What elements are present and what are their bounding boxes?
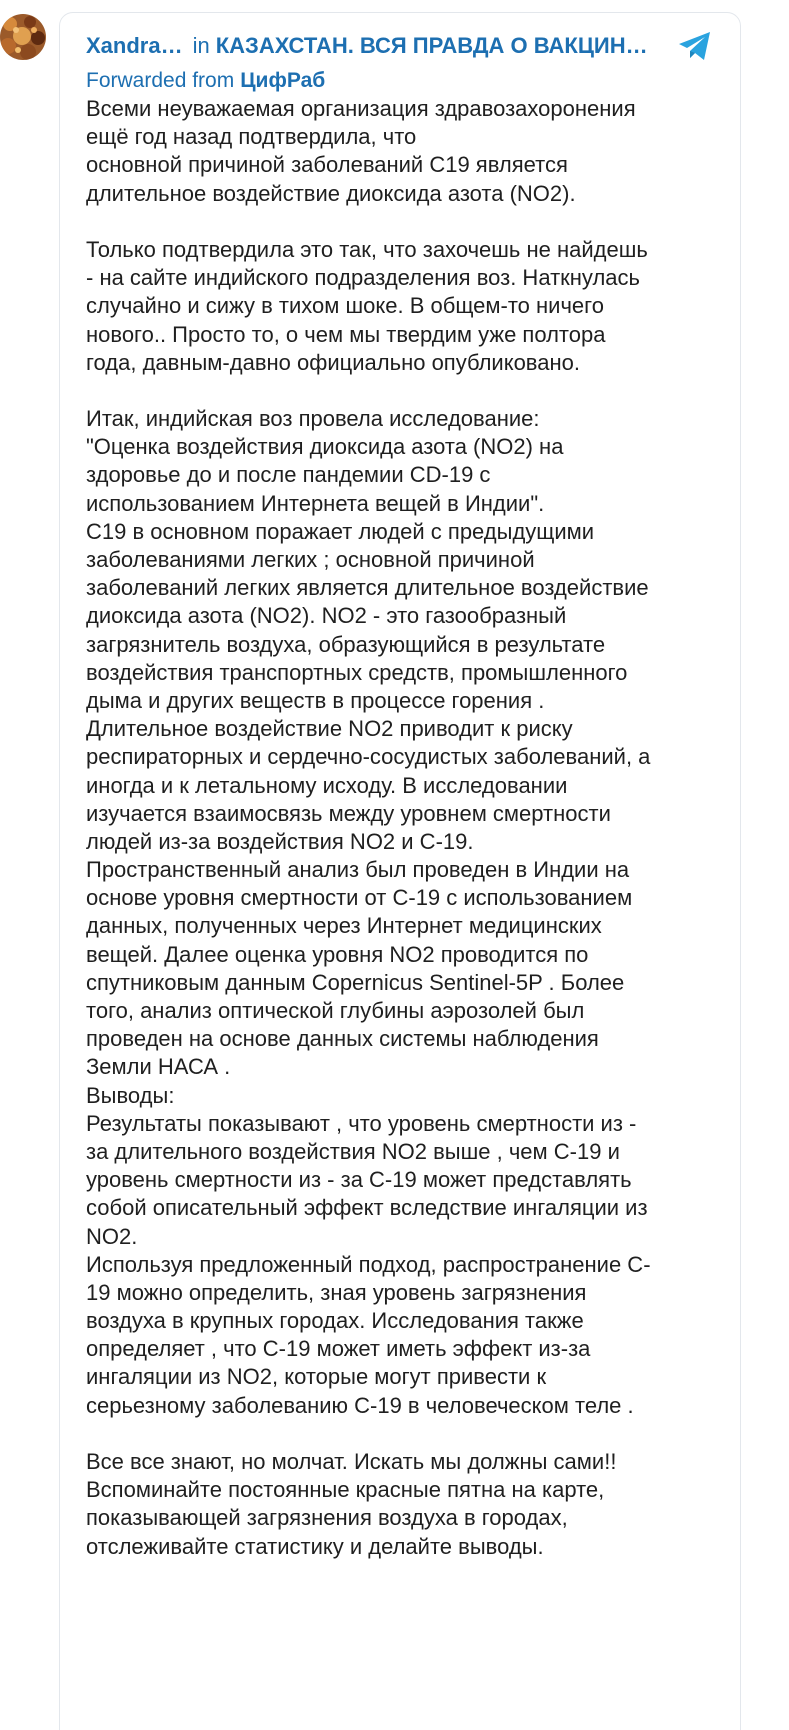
- message-line: "Оценка воздействия диоксида азота (NO2) на: [86, 434, 564, 460]
- message-line: изучается взаимосвязь между уровнем смертности: [86, 800, 611, 826]
- message-line: за длительного воздействия NO2 выше , чем С-19 и: [86, 1138, 620, 1164]
- post-header: [86, 33, 656, 59]
- paragraph-gap: [86, 208, 731, 236]
- message-line: Длительное воздействие NO2 приводит к риску: [86, 716, 573, 742]
- message-line: вещей. Далее оценка уровня NO2 проводится по: [86, 941, 589, 967]
- message-line: собой описательный эффект вследствие ингаляции из: [86, 1195, 648, 1221]
- message-line: нового.. Просто то, о чем мы твердим уже полтора: [86, 321, 606, 347]
- message-line: Пространственный анализ был проведен в Индии на: [86, 857, 630, 883]
- message-line: NO2.: [86, 1223, 138, 1249]
- message-line: того, анализ оптической глубины аэрозолей был: [86, 998, 585, 1023]
- paragraph-gap: [86, 1420, 731, 1448]
- message-line: Выводы:: [86, 1082, 175, 1108]
- message-line: Используя предложенный подход, распространение С-: [86, 1251, 651, 1277]
- message-line: воздуха в крупных городах. Исследования также: [86, 1308, 584, 1334]
- message-line: ещё год назад подтвердила, что: [86, 124, 417, 150]
- telegram-plane-icon[interactable]: [676, 27, 714, 65]
- message-line: людей из-за воздействия NO2 и C-19.: [86, 828, 474, 854]
- message-line: случайно и сижу в тихом шоке. В общем-то ничего: [86, 293, 604, 319]
- message-line: респираторных и сердечно-сосудистых заболеваний, а: [86, 744, 651, 770]
- message-card: [59, 12, 741, 1730]
- message-line: отслеживайте статистику и делайте выводы.: [86, 1533, 544, 1559]
- message-line: диоксида азота (NO2). NO2 - это газообразный: [86, 603, 567, 629]
- message-line: использованием Интернета вещей в Индии".: [86, 490, 545, 516]
- message-line: Все все знают, но молчат. Искать мы должны сами!!: [86, 1449, 617, 1474]
- in-label: in: [192, 33, 210, 58]
- message-line: заболеваний легких является длительное воздействие: [86, 575, 649, 601]
- forwarded-source[interactable]: ЦифРаб: [240, 69, 326, 92]
- message-line: основе уровня смертности от С-19 с использованием: [86, 885, 633, 911]
- message-line: Результаты показывают , что уровень смертности из -: [86, 1110, 637, 1136]
- message-line: здоровье до и после пандемии CD-19 с: [86, 462, 491, 488]
- author-avatar[interactable]: [0, 14, 46, 60]
- message-line: проведен на основе данных системы наблюдения: [86, 1026, 599, 1052]
- message-line: 19 можно определить, зная уровень загрязнения: [86, 1279, 587, 1305]
- forwarded-from: [86, 69, 325, 93]
- message-line: Всеми неуважаемая организация здравозахоронения: [86, 96, 636, 121]
- message-line: серьезному заболеванию С-19 в человеческом теле .: [86, 1392, 634, 1418]
- message-line: уровень смертности из - за С-19 может представлять: [86, 1167, 632, 1193]
- message-line: Вспоминайте постоянные красные пятна на карте,: [86, 1477, 605, 1503]
- message-line: Только подтвердила это так, что захочешь не найдешь: [86, 236, 648, 262]
- message-line: спутниковым данным Copernicus Sentinel-5P . Более: [86, 969, 625, 995]
- message-line: дыма и других веществ в процессе горения .: [86, 687, 545, 713]
- message-line: длительное воздействие диоксида азота (NO2).: [86, 180, 576, 206]
- paragraph-gap: [86, 377, 731, 405]
- message-line: С19 в основном поражает людей с предыдущими: [86, 518, 595, 544]
- message-text: [86, 95, 731, 1561]
- avatar-image: [0, 14, 46, 60]
- author-name[interactable]: Xandra…: [86, 33, 183, 58]
- message-line: показывающей загрязнения воздуха в городах,: [86, 1505, 568, 1531]
- channel-name[interactable]: КАЗАХСТАН. ВСЯ ПРАВДА О ВАКЦИН…: [215, 33, 648, 58]
- message-line: данных, полученных через Интернет медицинских: [86, 913, 602, 939]
- message-line: Земли НАСА .: [86, 1054, 231, 1080]
- message-line: загрязнитель воздуха, образующийся в результате: [86, 631, 606, 657]
- message-line: Итак, индийская воз провела исследование:: [86, 406, 540, 432]
- message-line: года, давным-давно официально опубликовано.: [86, 349, 580, 375]
- message-line: заболеваниями легких ; основной причиной: [86, 547, 535, 572]
- message-line: иногда и к летальному исходу. В исследовании: [86, 772, 568, 798]
- forwarded-label: Forwarded from: [86, 69, 235, 92]
- message-line: ингаляции из NO2, которые могут привести к: [86, 1364, 547, 1390]
- message-line: воздействия транспортных средств, промышленного: [86, 659, 628, 685]
- message-line: - на сайте индийского подразделения воз. Наткнулась: [86, 265, 640, 291]
- message-line: определяет , что С-19 может иметь эффект из-за: [86, 1336, 591, 1362]
- message-line: основной причиной заболеваний С19 является: [86, 152, 568, 178]
